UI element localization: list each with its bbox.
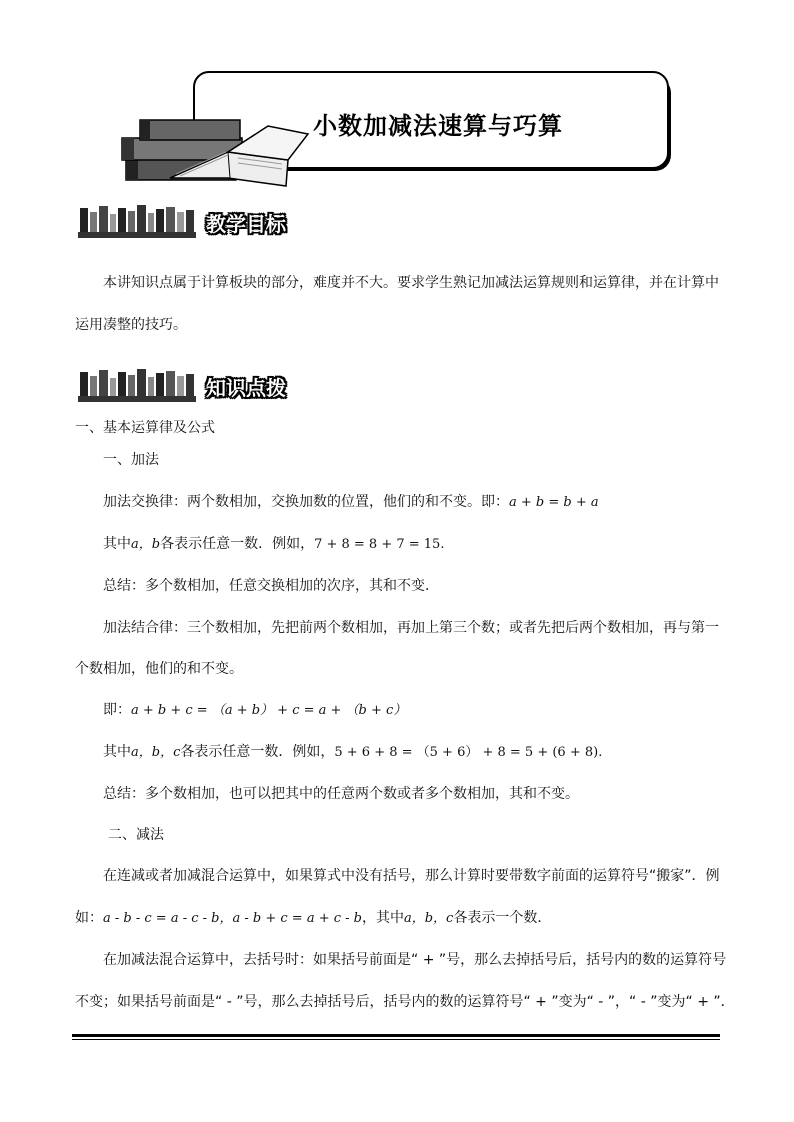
page-title: 小数加减法速算与巧算 [313,112,563,140]
associative-line-2: 个数相加，他们的和不变。 [75,661,243,677]
bookshelf-icon [78,202,198,242]
assoc-prefix: 即： [103,702,131,718]
example2-vars: a，b，c [131,745,181,760]
summary2-line: 总结：多个数相加，也可以把其中的任意两个数或者多个数相加，其和不变。 [103,786,579,802]
example1-vars: a，b [131,537,161,552]
associative-line-1: 加法结合律：三个数相加，先把前两个数相加，再加上第三个数；或者先把后两个数相加，再与第一 [103,620,719,636]
line2-formula: a - b - c = a - c - b，a - b + c = a + c - b [103,911,362,926]
assoc-formula: a + b + c = （a + b） + c = a + （b + c） [131,703,407,718]
example1-line [103,534,444,555]
bottom-rule-thin [72,1039,720,1040]
line2-vars: a，b，c [403,911,454,926]
example2-prefix: 其中 [103,744,131,760]
example1-formula: 7 + 8 = 8 + 7 = 15. [314,537,445,552]
intro-line-1: 本讲知识点属于计算板块的部分，难度并不大。要求学生熟记加减法运算规则和运算律，并在计算中 [103,275,719,291]
part1-heading: 一、基本运算律及公式 [75,420,215,436]
intro-line-2: 运用凑整的技巧。 [75,317,187,333]
commutative-text: 加法交换律：两个数相加，交换加数的位置，他们的和不变。即： [103,494,509,510]
subtraction-line-1: 在连减或者加减混合运算中，如果算式中没有括号，那么计算时要带数字前面的运算符号“搬家”．例 [103,868,720,884]
example1-prefix: 其中 [103,536,131,552]
line2-mid: ，其中 [361,910,404,926]
section-header-knowledge [78,366,286,406]
bookshelf-icon [78,366,198,406]
bottom-rule-thick [72,1034,720,1037]
subtraction-heading: 二、减法 [108,827,164,843]
example2-mid: 各表示任意一数．例如， [180,744,335,760]
subtraction-line-4: 不变；如果括号前面是“ - ”号，那么去掉括号后，括号内的数的运算符号“ + ”变为“ - ”，“ - ”变为“ + ”． [75,994,735,1010]
section-heading: 知识点拨 [206,376,286,400]
example2-line [103,742,602,763]
line2-prefix: 如： [75,910,103,926]
addition-heading: 一、加法 [103,452,159,468]
section-heading: 教学目标 [206,212,286,236]
line2-suffix: 各表示一个数． [453,910,552,926]
example1-mid: 各表示任意一数．例如， [160,536,315,552]
commutative-line [103,492,599,513]
books-icon [118,108,318,188]
associative-formula-line [103,700,406,721]
subtraction-line-2 [75,908,551,929]
commutative-formula: a + b = b + a [509,495,599,510]
example2-formula: 5 + 6 + 8 = （5 + 6） + 8 = 5 + (6 + 8). [334,745,603,760]
section-header-objectives [78,202,286,242]
subtraction-line-3: 在加减法混合运算中，去括号时：如果括号前面是“ + ”号，那么去掉括号后，括号内的数的运算符号 [103,952,727,968]
summary1-line: 总结：多个数相加，任意交换相加的次序，其和不变． [103,578,439,594]
